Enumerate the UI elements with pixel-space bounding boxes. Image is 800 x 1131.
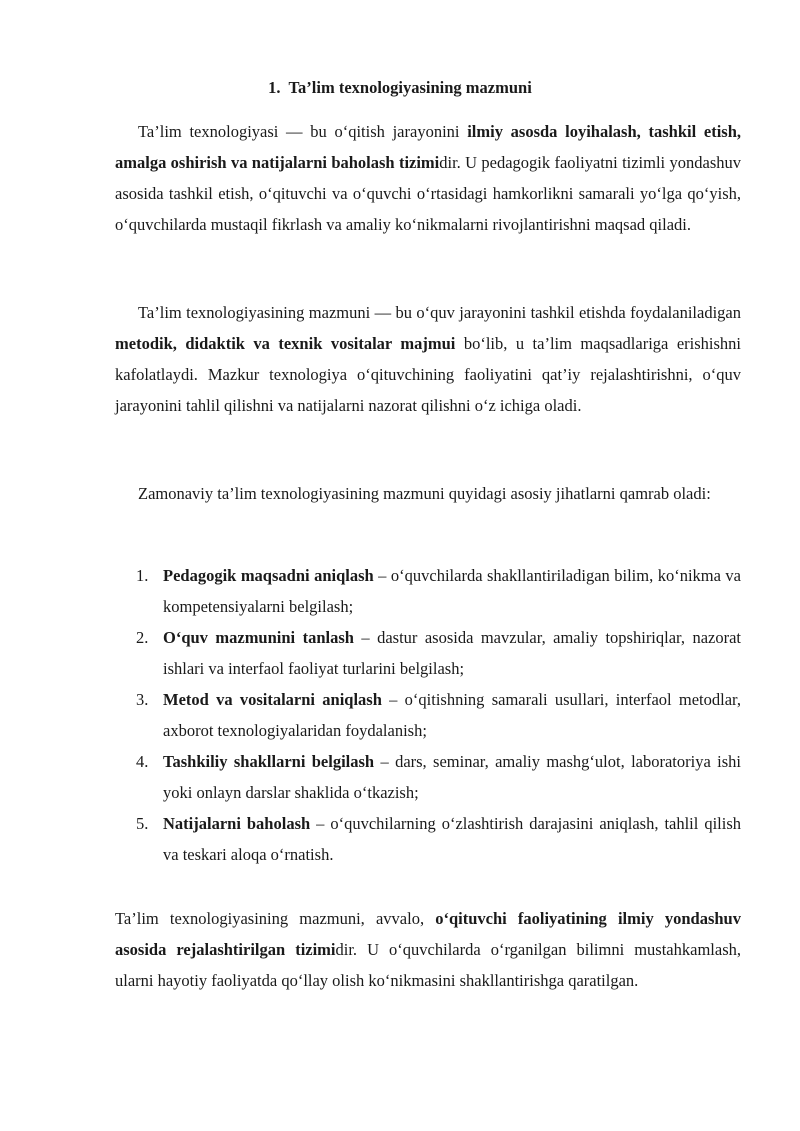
list-item-bold-text: Pedagogik maqsadni aniqlash	[163, 566, 374, 585]
list-item-text: – o‘quvchilarda shakllantiriladigan bilim, ko‘nikma va kompetensiyalarni belgilash;	[163, 566, 741, 616]
list-item-number: 5.	[136, 814, 149, 833]
paragraph-text: Ta’lim texnologiyasining mazmuni, avvalo,	[115, 909, 436, 928]
paragraph-bold-text: metodik, didaktik va texnik vositalar majmui	[115, 334, 456, 353]
list-item	[115, 684, 741, 746]
list-item-bold-text: Metod va vositalarni aniqlash	[163, 690, 382, 709]
list-item-bold-text: O‘quv mazmunini tanlash	[163, 628, 354, 647]
list-item-text: – dars, seminar, amaliy mashg‘ulot, laboratoriya ishi yoki onlayn darslar shaklida o‘tkazish;	[163, 752, 741, 802]
aspects-list	[115, 560, 741, 870]
paragraph-text: bo‘lib, u ta’lim maqsadlariga erishishni kafolatlaydi. Mazkur texnologiya o‘qituvchining faoliyatini qat’iy rejalashtirishni, o‘quv jarayonini tahlil qilishni va natijalarni nazorat qilishni o‘z ichiga oladi.	[115, 334, 741, 415]
list-item	[115, 746, 741, 808]
list-item	[115, 808, 741, 870]
list-item-bold-text: Natijalarni baholash	[163, 814, 311, 833]
section-heading	[0, 78, 800, 98]
section-number: 1.	[268, 78, 281, 97]
list-item-text: – dastur asosida mavzular, amaliy topshiriqlar, nazorat ishlari va interfaol faoliyat turlarini belgilash;	[163, 628, 742, 678]
paragraph-text: Ta’lim texnologiyasi — bu o‘qitish jarayonini	[138, 122, 468, 141]
paragraph-1	[115, 116, 741, 240]
list-item	[115, 560, 741, 622]
list-item-bold-text: Tashkiliy shakllarni belgilash	[163, 752, 375, 771]
paragraph-bold-text: ilmiy asosda loyihalash, tashkil etish, amalga oshirish va natijalarni baholash tizimi	[115, 122, 742, 172]
list-item-text: – o‘qitishning samarali usullari, interfaol metodlar, axborot texnologiyalaridan foydalanish;	[163, 690, 741, 740]
list-item	[115, 622, 741, 684]
paragraph-3	[115, 478, 741, 509]
list-item-number: 2.	[136, 628, 149, 647]
paragraph-text: dir. U pedagogik faoliyatni tizimli yondashuv asosida tashkil etish, o‘qituvchi va o‘quvchi o‘rtasidagi hamkorlikni samarali yo‘lga qo‘yish, o‘quvchilarda mustaqil fikrlash va amaliy ko‘nikmalarni rivojlantirishni maqsad qiladi.	[115, 153, 741, 234]
paragraph-text: Ta’lim texnologiyasining mazmuni — bu o‘quv jarayonini tashkil etishda foydalaniladigan	[138, 303, 741, 322]
list-item-text: – o‘quvchilarning o‘zlashtirish darajasini aniqlash, tahlil qilish va teskari aloqa o‘rnatish.	[163, 814, 741, 864]
paragraph-text: Zamonaviy ta’lim texnologiyasining mazmuni quyidagi asosiy jihatlarni qamrab oladi:	[138, 484, 711, 503]
list-item-number: 3.	[136, 690, 149, 709]
list-item-number: 1.	[136, 566, 149, 585]
paragraph-bold-text: o‘qituvchi faoliyatining ilmiy yondashuv asosida rejalashtirilgan tizimi	[115, 909, 741, 959]
paragraph-text: dir. U o‘quvchilarda o‘rganilgan bilimni mustahkamlash, ularni hayotiy faoliyatda qo‘llay olish ko‘nikmasini shakllantirishga qaratilgan.	[115, 940, 741, 990]
section-title: Ta’lim texnologiyasining mazmuni	[288, 78, 532, 97]
paragraph-2	[115, 297, 741, 421]
list-item-number: 4.	[136, 752, 149, 771]
paragraph-4	[115, 903, 741, 996]
